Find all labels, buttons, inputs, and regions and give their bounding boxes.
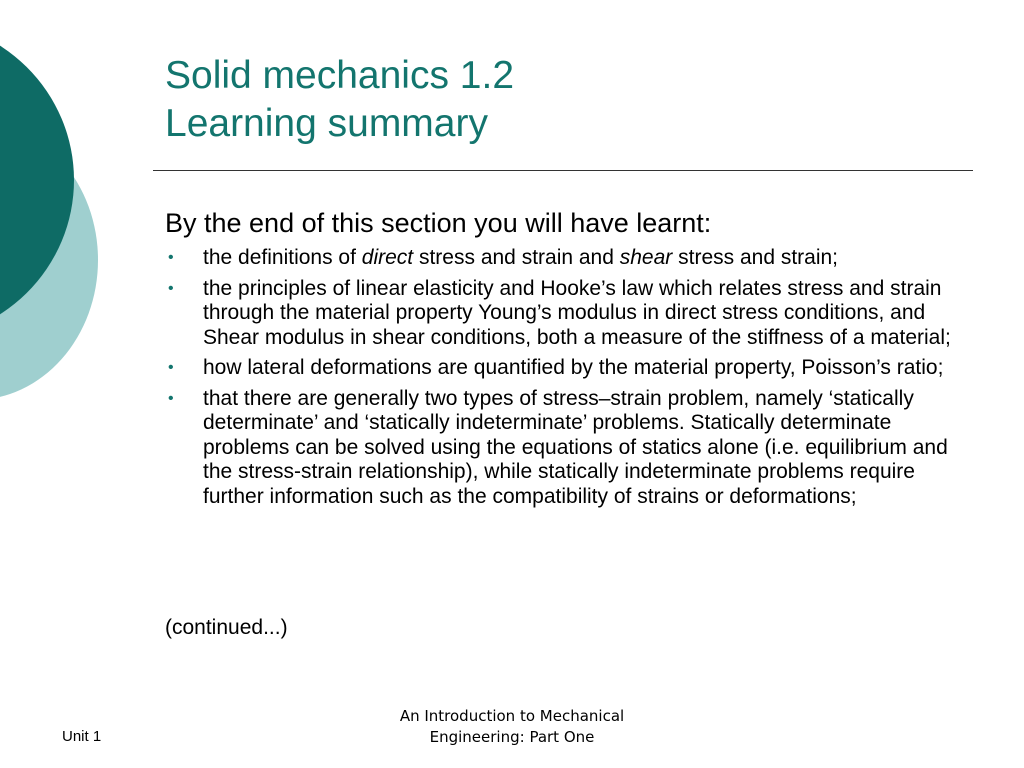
slide-title (165, 52, 514, 148)
slide-title-line-2: Learning summary (165, 102, 488, 145)
title-divider (153, 170, 973, 171)
bullet-icon: • (168, 249, 174, 266)
summary-list (165, 246, 965, 515)
bullet-icon: • (168, 359, 174, 376)
bullet-text-part: the definitions of (203, 246, 362, 269)
bullet-text-part: stress and strain and (413, 246, 620, 269)
continued-note: (continued...) (165, 616, 288, 639)
bullet-text: how lateral deformations are quantified by the material property, Poisson’s ratio; (203, 356, 944, 379)
bullet-text: the principles of linear elasticity and Hooke’s law which relates stress and strain through the material property Young’s modulus in direct stress conditions, and Shear modulus in shear conditions, both a measure of the stiffness of a material; (203, 276, 951, 349)
list-item (165, 356, 965, 381)
bullet-emphasis-shear: shear (619, 246, 673, 269)
intro-text: By the end of this section you will have learnt: (165, 208, 712, 238)
list-item (165, 387, 965, 510)
footer-course-title-line-2: Engineering: Part One (429, 728, 595, 746)
bullet-icon: • (168, 389, 174, 407)
bullet-emphasis-direct: direct (361, 246, 414, 269)
footer-unit-label: Unit 1 (62, 728, 102, 745)
footer-course-title (352, 706, 672, 748)
footer-course-title-line-1: An Introduction to Mechanical (399, 707, 625, 725)
bullet-icon: • (168, 279, 174, 297)
bullet-text: that there are generally two types of stress–strain problem, namely ‘statically determinate’ and ‘statically indeterminate’ problems. Statically determinate problems can be solved using the equations of statics alone (i.e. equilibrium and the stress-strain relationship), while statically indeterminate problems require further information such as the compatibility of strains or deformations; (203, 386, 948, 508)
list-item (165, 277, 965, 351)
bullet-text-part: stress and strain; (672, 246, 839, 269)
slide-title-line-1: Solid mechanics 1.2 (165, 54, 515, 97)
list-item (165, 246, 965, 271)
